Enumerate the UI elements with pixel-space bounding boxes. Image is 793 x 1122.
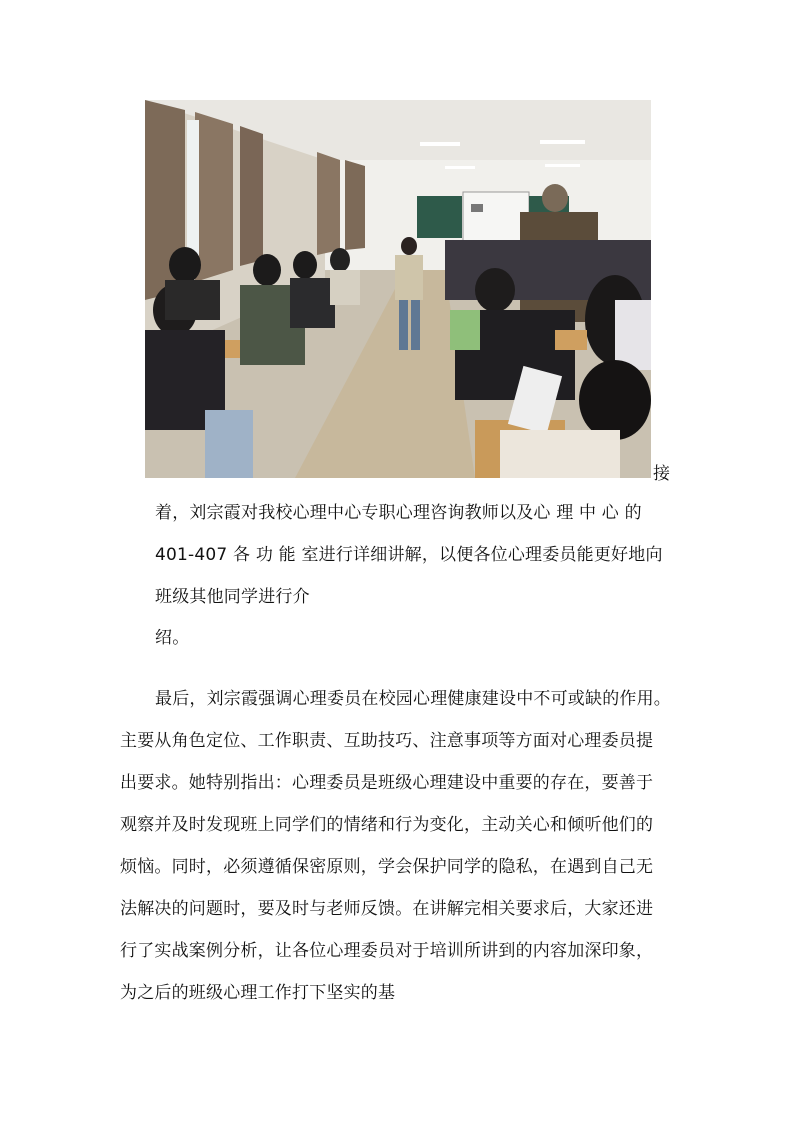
paragraph2-line: 最后，刘宗霞强调心理委员在校园心理健康建设中不可或缺的作用。 [155, 689, 671, 709]
paragraph2-line: 行了实战案例分析，让各位心理委员对于培训所讲到的内容加深印象， [120, 941, 654, 961]
paragraph1-line: 绍。 [155, 628, 190, 648]
paragraph2-line: 主要从角色定位、工作职责、互助技巧、注意事项等方面对心理委员提 [120, 731, 654, 751]
paragraph2-line: 烦恼。同时，必须遵循保密原则，学会保护同学的隐私，在遇到自己无 [120, 857, 654, 877]
paragraph1-line: 着，刘宗霞对我校心理中心专职心理咨询教师以及心 理 中 心 的 [155, 503, 642, 523]
paragraph1-line [155, 544, 663, 566]
paragraph2-line: 出要求。她特别指出：心理委员是班级心理建设中重要的存在，要善于 [120, 773, 654, 793]
paragraph1-line-text: 各 功 能 室进行详细讲解，以便各位心理委员能更好地向 [227, 545, 663, 565]
paragraph2-line: 为之后的班级心理工作打下坚实的基 [120, 983, 396, 1003]
paragraph2-line: 观察并及时发现班上同学们的情绪和行为变化，主动关心和倾听他们的 [120, 815, 654, 835]
room-number: 401-407 [155, 545, 228, 565]
paragraph1-lead-char: 接 [653, 464, 671, 484]
classroom-photo [145, 100, 651, 478]
paragraph2-line: 法解决的问题时，要及时与老师反馈。在讲解完相关要求后，大家还进 [120, 899, 654, 919]
paragraph1-line: 班级其他同学进行介 [155, 587, 310, 607]
